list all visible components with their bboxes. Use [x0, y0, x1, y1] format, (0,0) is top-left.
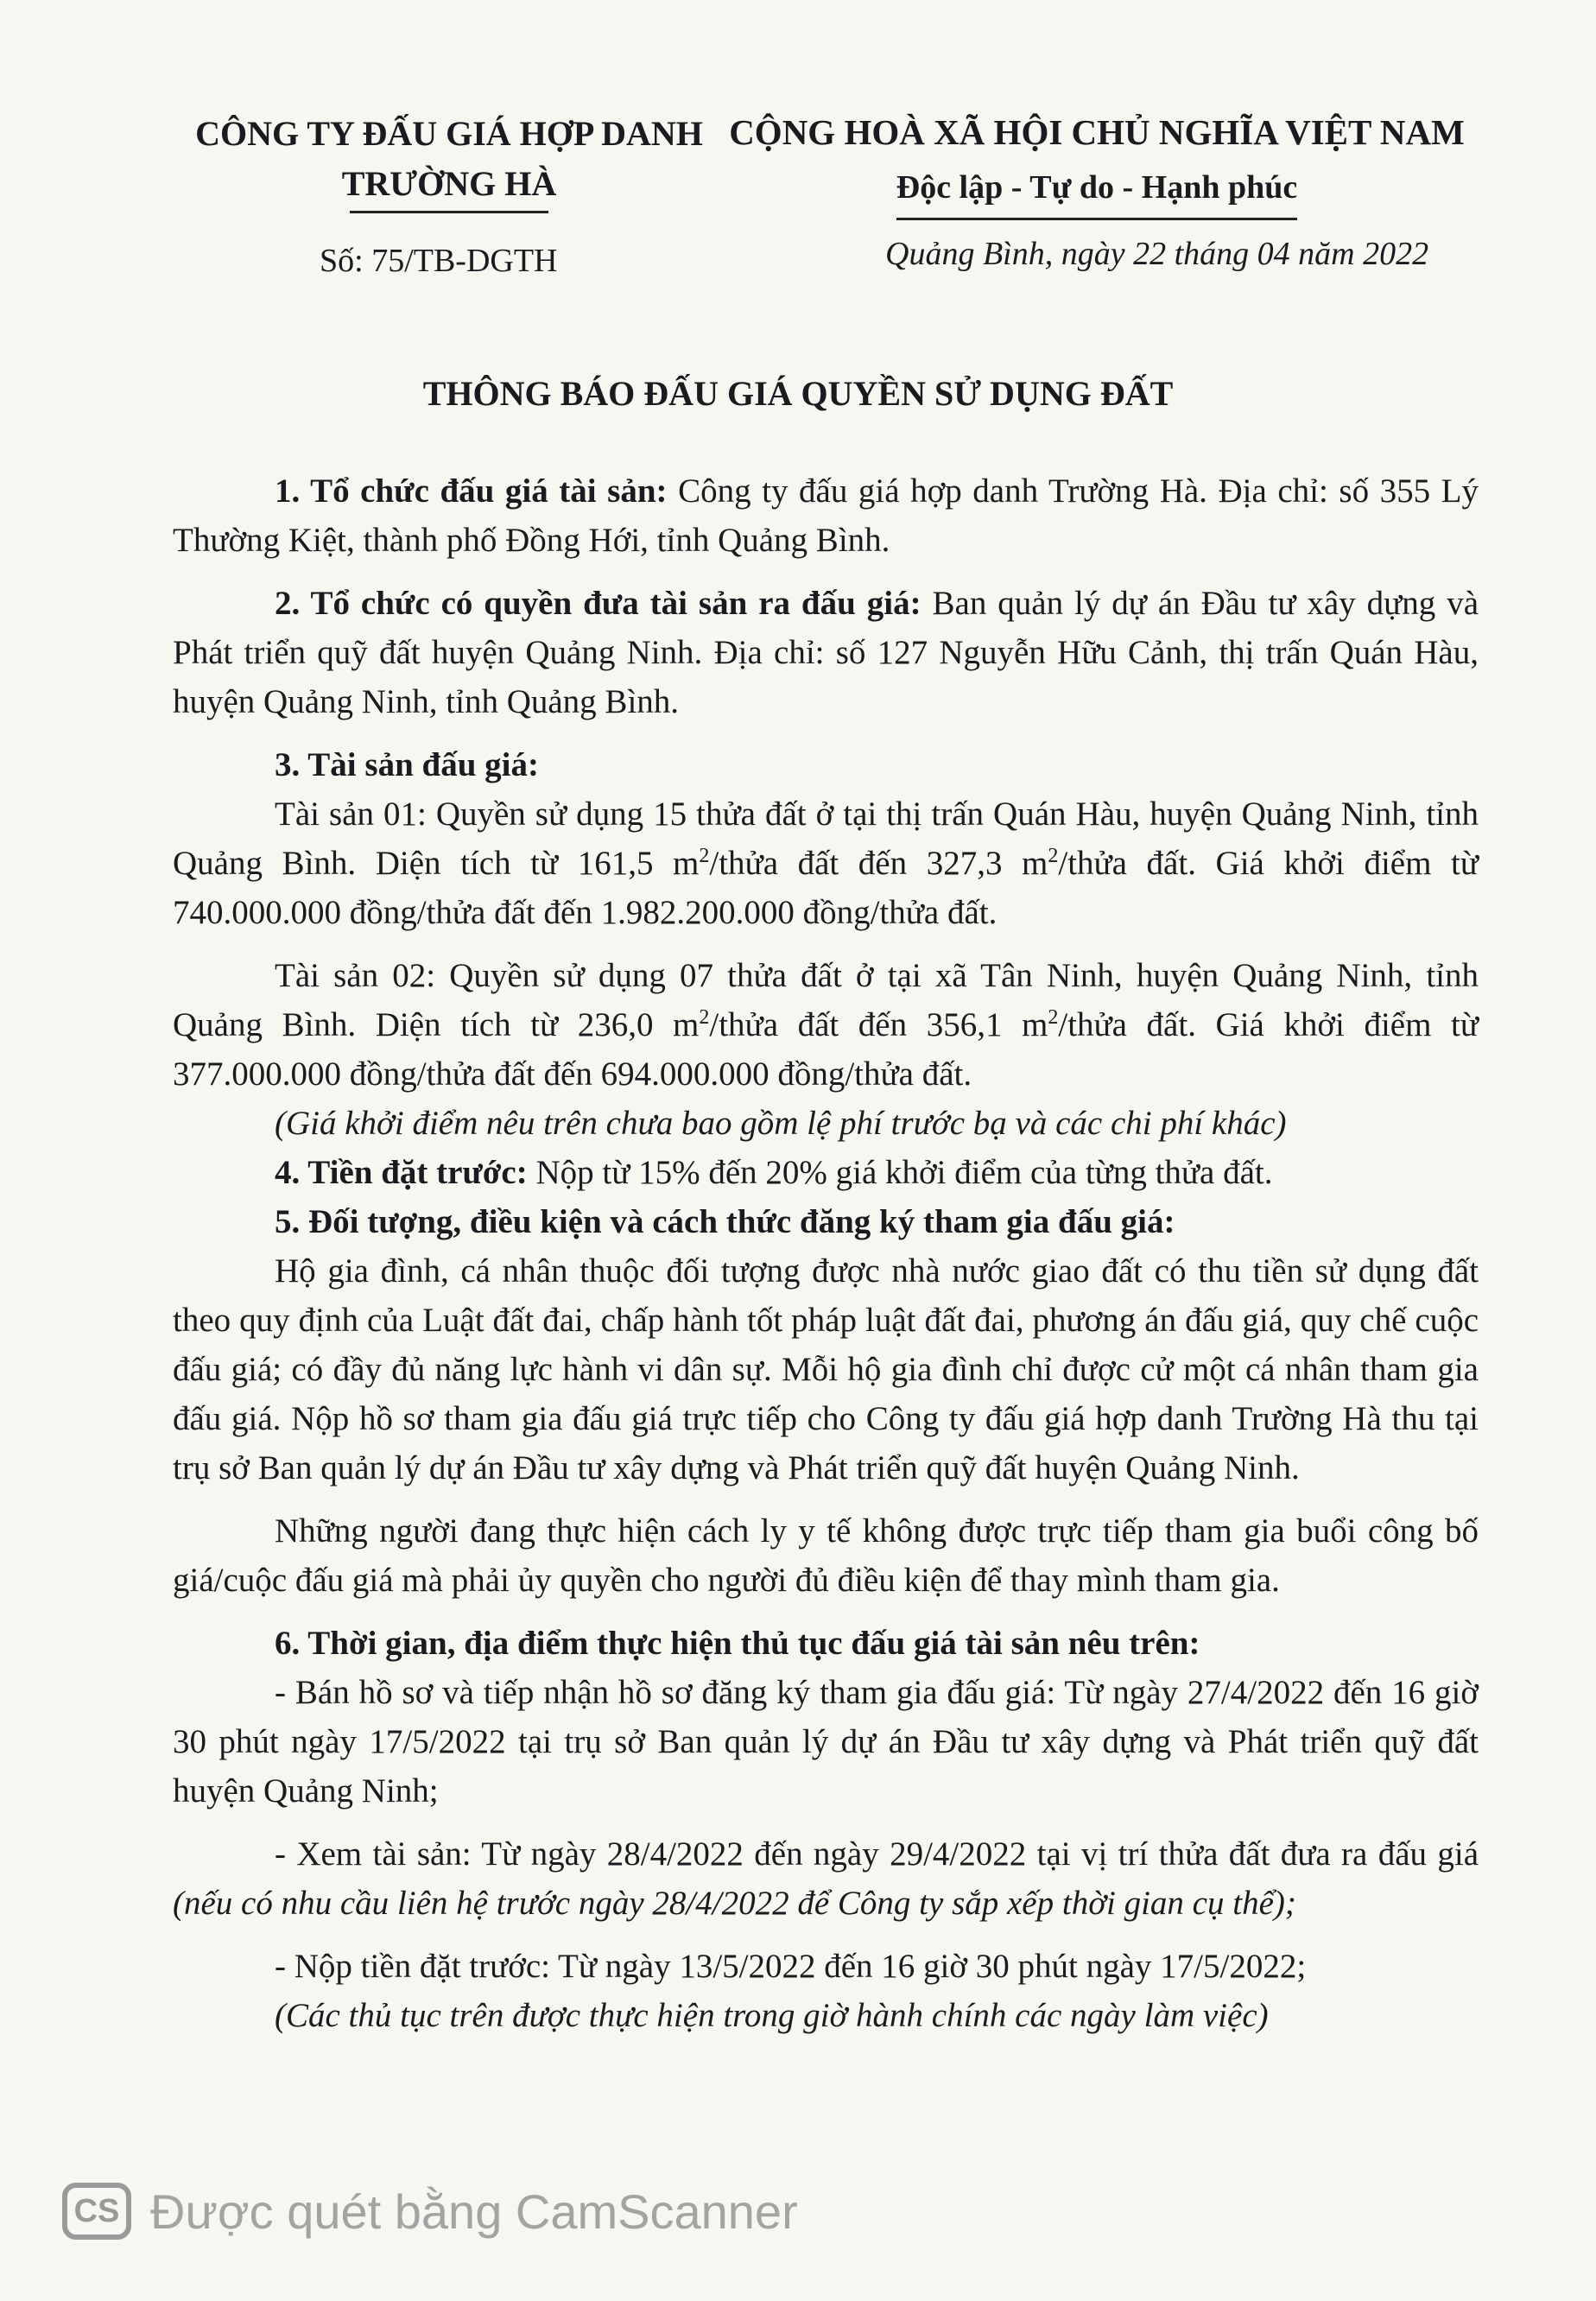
superscript: 2 — [1048, 1006, 1059, 1029]
asset-1-text-a: Tài sản 01: Quyền sử dụng 15 thửa đất ở tại thị trấn Quán Hàu, huyện Quảng Ninh, tỉnh Quảng Bình. Diện tích từ 161,5 m — [173, 796, 1479, 882]
section-5-paragraph-2: Những người đang thực hiện cách ly y tế không được trực tiếp tham gia buổi công bố giá/cuộc đấu giá mà phải ủy quyền cho người đủ điều kiện để thay mình tham gia. — [173, 1512, 1479, 1599]
organization-name: CÔNG TY ĐẤU GIÁ HỢP DANH — [195, 114, 703, 153]
national-header — [708, 105, 1485, 220]
camscanner-watermark — [62, 2177, 798, 2246]
price-note: (Giá khởi điểm nêu trên chưa bao gồm lệ phí trước bạ và các chi phí khác) — [275, 1105, 1287, 1142]
asset-2-text-c: /thửa đất. Giá khởi điểm từ 377.000.000 đồng/thửa đất đến 694.000.000 đồng/thửa đất. — [173, 1006, 1479, 1093]
section-1-text: Công ty đấu giá hợp danh Trường Hà. Địa chỉ: số 355 Lý Thường Kiệt, thành phố Đồng Hới, tỉnh Quảng Bình. — [173, 472, 1479, 559]
page-title: THÔNG BÁO ĐẤU GIÁ QUYỀN SỬ DỤNG ĐẤT — [422, 374, 1174, 413]
section-1-heading: 1. Tổ chức đấu giá tài sản: — [275, 472, 668, 510]
superscript: 2 — [699, 1006, 710, 1029]
document-number: Số: 75/TB-DGTH — [320, 243, 558, 279]
asset-2-text-a: Tài sản 02: Quyền sử dụng 07 thửa đất ở tại xã Tân Ninh, huyện Quảng Ninh, tỉnh Quảng Bình. Diện tích từ 236,0 m — [173, 957, 1479, 1043]
asset-2-paragraph — [173, 951, 1479, 1099]
section-4-text: Nộp từ 15% đến 20% giá khởi điểm của từng thửa đất. — [527, 1154, 1273, 1191]
asset-1-text-c: /thửa đất. Giá khởi điểm từ 740.000.000 đồng/thửa đất đến 1.982.200.000 đồng/thửa đất. — [173, 845, 1479, 931]
organization-underline — [350, 211, 548, 213]
section-1 — [173, 466, 1479, 565]
place-date-line: Quảng Bình, ngày 22 tháng 04 năm 2022 — [885, 236, 1429, 272]
national-title: CỘNG HOÀ XÃ HỘI CHỦ NGHĨA VIỆT NAM — [729, 112, 1465, 152]
section-2-heading: 2. Tổ chức có quyền đưa tài sản ra đấu giá: — [275, 585, 922, 622]
section-6-bullet-2 — [173, 1829, 1479, 1928]
section-6-heading: 6. Thời gian, địa điểm thực hiện thủ tục đấu giá tài sản nêu trên: — [275, 1625, 1200, 1662]
camscanner-logo-icon: CS — [62, 2183, 131, 2240]
document-body — [173, 466, 1479, 2040]
section-4-heading: 4. Tiền đặt trước: — [275, 1154, 528, 1191]
superscript: 2 — [699, 845, 710, 867]
organization-header — [173, 109, 725, 213]
section-6-bullet-2-note: (nếu có nhu cầu liên hệ trước ngày 28/4/2022 để Công ty sắp xếp thời gian cụ thể); — [173, 1885, 1296, 1922]
section-5-paragraph-1: Hộ gia đình, cá nhân thuộc đối tượng được nhà nước giao đất có thu tiền sử dụng đất theo quy định của Luật đất đai, chấp hành tốt pháp luật đất đai, phương án đấu giá, quy chế cuộc đấu giá; có đầy đủ năng lực hành vi dân sự. Mỗi hộ gia đình chỉ được cử một cá nhân tham gia đấu giá. Nộp hồ sơ tham gia đấu giá trực tiếp cho Công ty đấu giá hợp danh Trường Hà thu tại trụ sở Ban quản lý dự án Đầu tư xây dựng và Phát triển quỹ đất huyện Quảng Ninh. — [173, 1252, 1479, 1486]
organization-name-line2: TRƯỜNG HÀ — [341, 164, 557, 203]
asset-1-paragraph — [173, 789, 1479, 937]
section-6-bullet-1: - Bán hồ sơ và tiếp nhận hồ sơ đăng ký tham gia đấu giá: Từ ngày 27/4/2022 đến 16 giờ 30 phút ngày 17/5/2022 tại trụ sở Ban quản lý dự án Đầu tư xây dựng và Phát triển quỹ đất huyện Quảng Ninh; — [173, 1674, 1479, 1810]
section-6-note: (Các thủ tục trên được thực hiện trong giờ hành chính các ngày làm việc) — [275, 1997, 1269, 2034]
section-4 — [173, 1148, 1479, 1197]
camscanner-label: Được quét bằng CamScanner — [150, 2184, 798, 2239]
asset-1-text-b: /thửa đất đến 327,3 m — [709, 845, 1048, 882]
section-6-bullet-3: - Nộp tiền đặt trước: Từ ngày 13/5/2022 đến 16 giờ 30 phút ngày 17/5/2022; — [275, 1948, 1307, 1985]
asset-2-text-b: /thửa đất đến 356,1 m — [709, 1006, 1048, 1043]
superscript: 2 — [1048, 845, 1059, 867]
national-motto: Độc lập - Tự do - Hạnh phúc — [896, 161, 1298, 220]
section-2-text: Ban quản lý dự án Đầu tư xây dựng và Phát triển quỹ đất huyện Quảng Ninh. Địa chỉ: số 127 Nguyễn Hữu Cảnh, thị trấn Quán Hàu, huyện Quảng Ninh, tỉnh Quảng Bình. — [173, 585, 1479, 720]
section-2 — [173, 579, 1479, 726]
section-3-heading: 3. Tài sản đấu giá: — [275, 746, 539, 783]
section-5-heading: 5. Đối tượng, điều kiện và cách thức đăng ký tham gia đấu giá: — [275, 1203, 1175, 1240]
section-6-bullet-2-text: - Xem tài sản: Từ ngày 28/4/2022 đến ngày 29/4/2022 tại vị trí thửa đất đưa ra đấu giá — [275, 1835, 1479, 1873]
